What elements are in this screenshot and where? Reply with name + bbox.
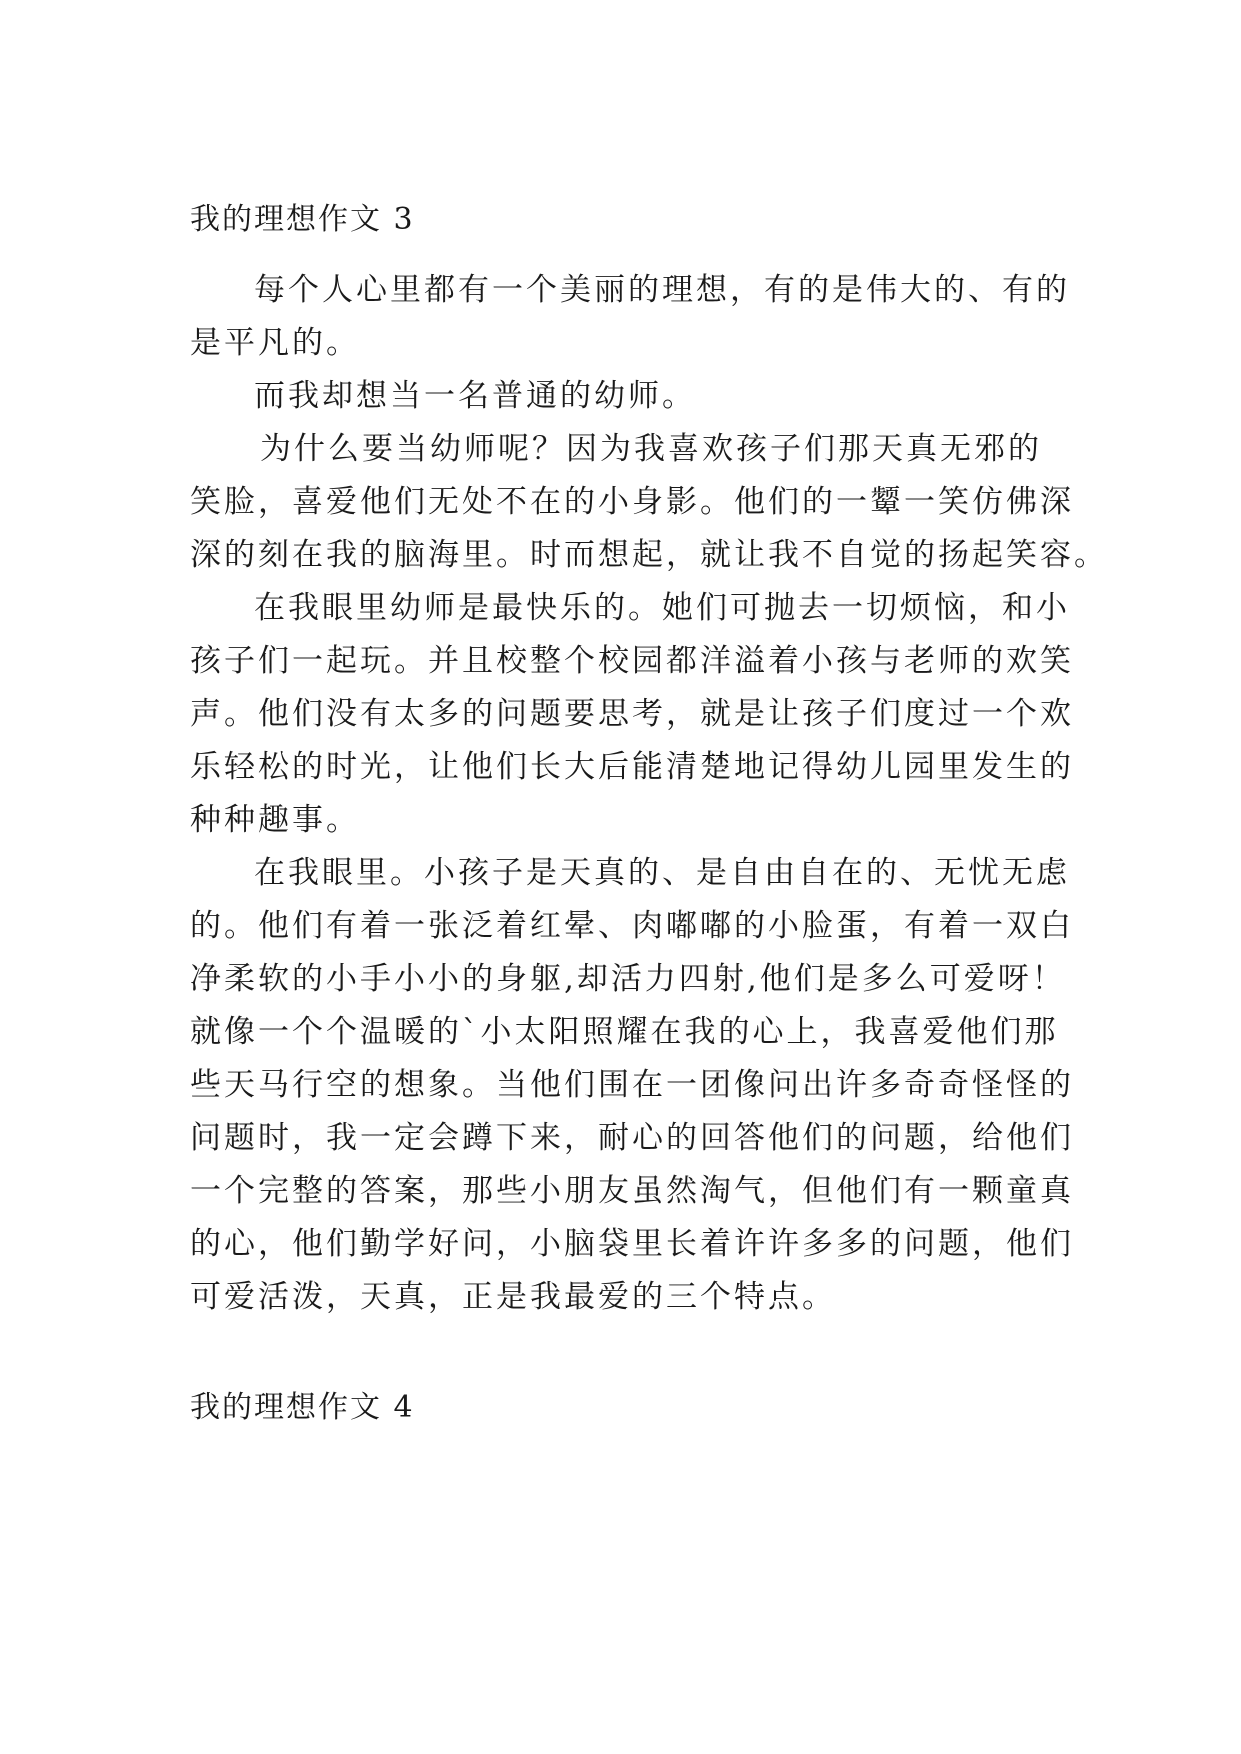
paragraph-line: 一个完整的答案，那些小朋友虽然淘气，但他们有一颗童真 [190,1173,1074,1209]
paragraph-line: 在我眼里幼师是最快乐的。她们可抛去一切烦恼，和小 [254,590,1070,626]
paragraph-line: 每个人心里都有一个美丽的理想，有的是伟大的、有的 [254,272,1070,308]
paragraph-line: 为什么要当幼师呢？因为我喜欢孩子们那天真无邪的 [260,431,1042,467]
paragraph-line: 乐轻松的时光，让他们长大后能清楚地记得幼儿园里发生的 [190,749,1074,785]
essay-3-title: 我的理想作文 3 [190,202,415,237]
paragraph-line: 在我眼里。小孩子是天真的、是自由自在的、无忧无虑 [254,855,1070,891]
paragraph-line: 而我却想当一名普通的幼师。 [254,378,696,414]
paragraph-line: 声。他们没有太多的问题要思考，就是让孩子们度过一个欢 [190,696,1074,732]
paragraph-line: 的。他们有着一张泛着红晕、肉嘟嘟的小脸蛋，有着一双白 [190,908,1074,944]
paragraph-line: 可爱活泼，天真，正是我最爱的三个特点。 [190,1279,836,1315]
paragraph-line: 就像一个个温暖的`小太阳照耀在我的心上，我喜爱他们那 [190,1014,1059,1050]
paragraph-line: 笑脸，喜爱他们无处不在的小身影。他们的一颦一笑仿佛深 [190,484,1074,520]
paragraph-line: 孩子们一起玩。并且校整个校园都洋溢着小孩与老师的欢笑 [190,643,1074,679]
paragraph-line: 种种趣事。 [190,802,360,838]
paragraph-line: 的心，他们勤学好问，小脑袋里长着许许多多的问题，他们 [190,1226,1074,1262]
paragraph-line: 净柔软的小手小小的身躯,却活力四射,他们是多么可爱呀！ [190,961,1066,997]
essay-4-title: 我的理想作文 4 [190,1390,415,1425]
paragraph-line: 些天马行空的想象。当他们围在一团像问出许多奇奇怪怪的 [190,1067,1074,1103]
paragraph-line: 问题时，我一定会蹲下来，耐心的回答他们的问题，给他们 [190,1120,1074,1156]
paragraph-line: 是平凡的。 [190,325,360,361]
paragraph-line: 深的刻在我的脑海里。时而想起，就让我不自觉的扬起笑容。 [190,537,1108,573]
